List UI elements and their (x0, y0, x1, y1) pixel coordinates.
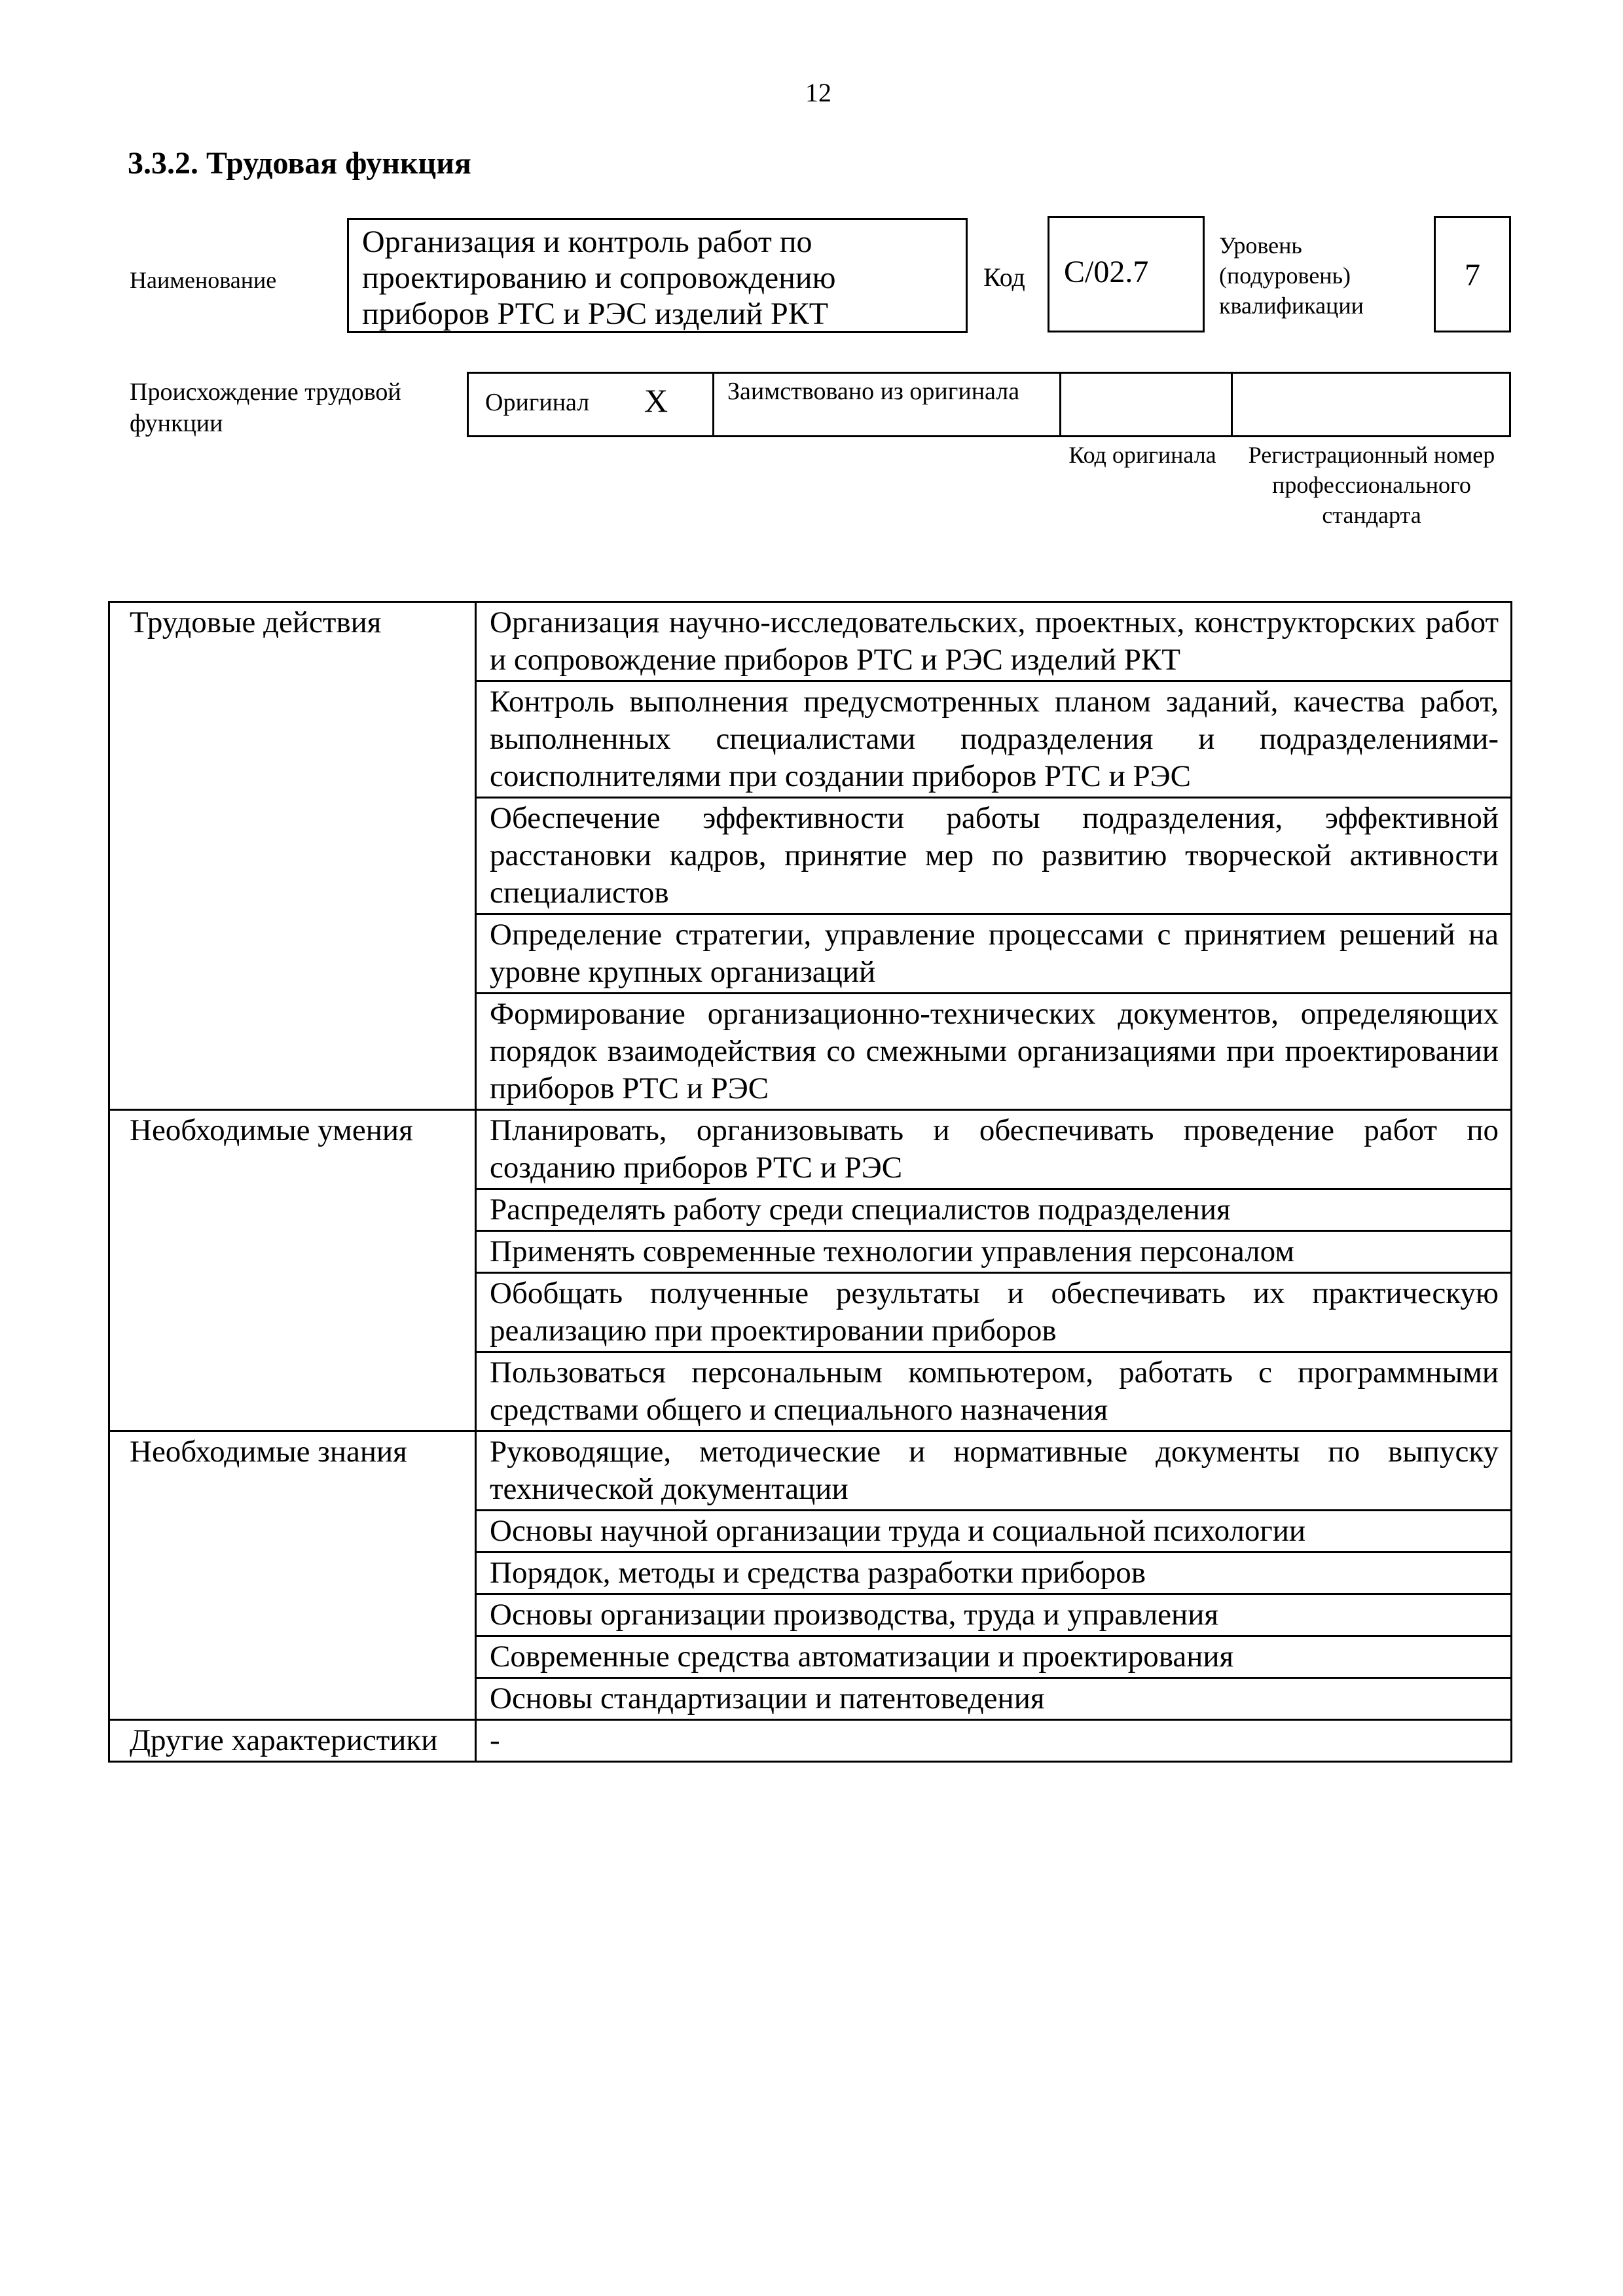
original-label: Оригинал (485, 389, 590, 416)
table-row (109, 1110, 1512, 1189)
level-label: Уровень (подуровень) квалификации (1219, 232, 1364, 319)
table-row (109, 1720, 1512, 1762)
item-cell: Основы организации производства, труда и управления (476, 1594, 1512, 1636)
item-cell: Руководящие, методические и нормативные документы по выпуску технической документации (476, 1431, 1512, 1511)
item-cell: Пользоваться персональным компьютером, работать с программными средствами общего и специального назначения (476, 1352, 1512, 1431)
borrowed-label: Заимствовано из оригинала (727, 378, 1020, 405)
origin-borrowed-cell (714, 374, 1061, 435)
origin-code-cell (1061, 374, 1233, 435)
item-cell: Формирование организационно-технических документов, определяющих порядок взаимодействия со смежными организациями при проектировании приборов РТС и РЭС (476, 994, 1512, 1110)
item-cell: Порядок, методы и средства разработки приборов (476, 1552, 1512, 1594)
page-number: 12 (805, 78, 831, 107)
category-cell: Трудовые действия (109, 602, 476, 1110)
table-row (109, 1431, 1512, 1511)
origin-label: Происхождение трудовой функции (130, 378, 401, 437)
origin-original-cell (469, 374, 714, 435)
item-cell: Обобщать полученные результаты и обеспечивать их практическую реализацию при проектировании приборов (476, 1273, 1512, 1352)
code-label: Код (983, 262, 1025, 292)
category-cell: Необходимые знания (109, 1431, 476, 1720)
item-cell: - (476, 1720, 1512, 1762)
reg-number-caption: Регистрационный номер профессионального стандарта (1248, 442, 1495, 528)
item-cell: Основы научной организации труда и социальной психологии (476, 1511, 1512, 1552)
section-title: 3.3.2. Трудовая функция (128, 146, 471, 181)
level-value-box: 7 (1434, 216, 1511, 332)
category-cell: Необходимые умения (109, 1110, 476, 1431)
code-original-caption: Код оригинала (1068, 442, 1216, 468)
original-mark: X (644, 382, 668, 419)
function-table (108, 601, 1512, 1763)
table-row (109, 602, 1512, 681)
item-cell: Современные средства автоматизации и проектирования (476, 1636, 1512, 1678)
item-cell: Основы стандартизации и патентоведения (476, 1678, 1512, 1720)
code-value-box: С/02.7 (1048, 216, 1205, 332)
category-cell: Другие характеристики (109, 1720, 476, 1762)
origin-table (467, 372, 1511, 437)
item-cell: Применять современные технологии управления персоналом (476, 1231, 1512, 1273)
function-name-box: Организация и контроль работ по проектированию и сопровождению приборов РТС и РЭС изделий РКТ (347, 218, 968, 333)
item-cell: Контроль выполнения предусмотренных планом заданий, качества работ, выполненных специалистами подразделения и подразделениями-соисполнителями при создании приборов РТС и РЭС (476, 681, 1512, 798)
item-cell: Планировать, организовывать и обеспечивать проведение работ по созданию приборов РТС и РЭС (476, 1110, 1512, 1189)
item-cell: Организация научно-исследовательских, проектных, конструкторских работ и сопровождение приборов РТС и РЭС изделий РКТ (476, 602, 1512, 681)
origin-reg-cell (1233, 374, 1509, 435)
name-label: Наименование (130, 267, 277, 293)
item-cell: Обеспечение эффективности работы подразделения, эффективной расстановки кадров, принятие мер по развитию творческой активности специалистов (476, 798, 1512, 914)
item-cell: Распределять работу среди специалистов подразделения (476, 1189, 1512, 1231)
item-cell: Определение стратегии, управление процессами с принятием решений на уровне крупных организаций (476, 914, 1512, 994)
